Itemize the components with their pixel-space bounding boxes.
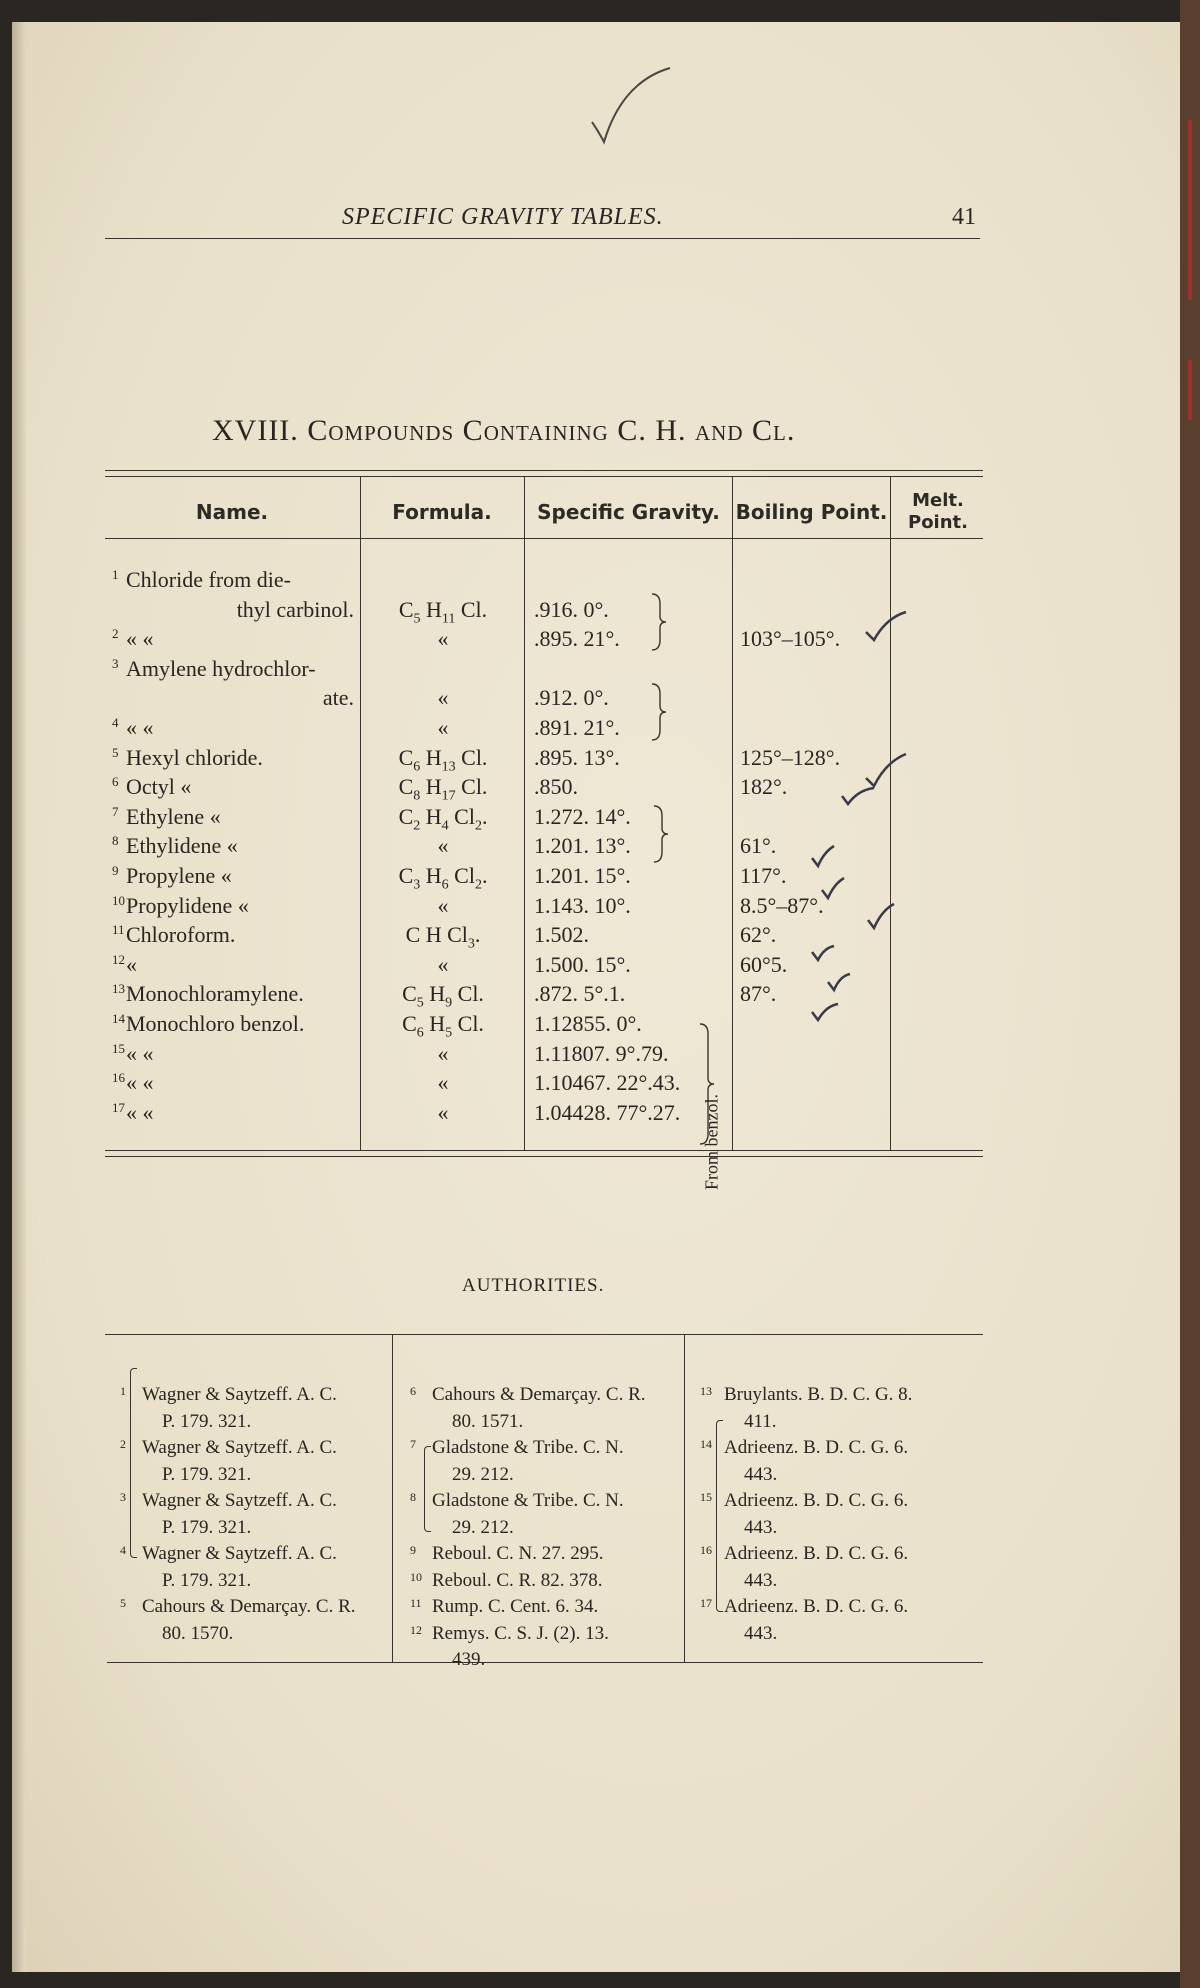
row-specific-gravity: 1.201. 15°. (534, 863, 631, 888)
header-formula: Formula. (392, 500, 492, 524)
row-formula: $C_5$ $H_{11}$ Cl. (398, 596, 488, 626)
reference-number: 6 (410, 1384, 416, 1398)
row-boiling-point: 87°. (740, 981, 777, 1007)
reference-line: Cahours & Demarçay. C. R. (432, 1384, 646, 1405)
bracket-refs-1-4 (130, 1368, 137, 1558)
reference-line: Wagner & Saytzeff. A. C. (142, 1490, 337, 1511)
reference-line: Wagner & Saytzeff. A. C. (142, 1437, 337, 1458)
pencil-check-row-13 (808, 1000, 842, 1024)
row-boiling-point: 117°. (740, 863, 787, 888)
reference-line: 80. 1570. (162, 1622, 234, 1644)
reference-number: 13 (700, 1384, 712, 1398)
running-title: SPECIFIC GRAVITY TABLES. (342, 204, 664, 230)
from-benzol-note: From benzol. (701, 1094, 722, 1190)
table-bottom-rule (105, 1150, 983, 1151)
row-number: 15 (112, 1040, 125, 1056)
reference-line: 443. (744, 1622, 778, 1644)
reference-line: P. 179. 321. (162, 1516, 252, 1538)
reference-line: Wagner & Saytzeff. A. C. (142, 1384, 337, 1405)
row-boiling-point: 60°5. (740, 951, 788, 977)
reference-number: 2 (120, 1437, 126, 1451)
row-number: 5 (112, 744, 119, 760)
authorities-top-rule (105, 1334, 983, 1335)
header-rule (105, 238, 980, 239)
pencil-check-row-9 (818, 876, 848, 902)
reference-line: Reboul. C. N. 27. 295. (432, 1543, 604, 1564)
col-divider-2 (524, 476, 525, 1150)
row-boiling-point: 61°. (740, 833, 777, 859)
row-specific-gravity: .872. 5°.1. (534, 981, 626, 1007)
section-heading: Compounds Containing C. H. and Cl. (307, 414, 796, 447)
reference-line: Adrieenz. B. D. C. G. 6. (724, 1596, 909, 1617)
row-formula: $C_6$ $H_{13}$ Cl. (398, 744, 488, 774)
header-name: Name. (195, 500, 269, 524)
reference-line: Bruylants. B. D. C. G. 8. (724, 1384, 913, 1405)
row-specific-gravity: .895. 13°. (534, 744, 620, 770)
row-name: Propylidene « (126, 892, 249, 918)
row-formula: C H $Cl_3$. (405, 922, 481, 952)
table-top-rule (105, 470, 983, 471)
brace-rows-1-2 (650, 592, 670, 652)
reference-number: 4 (120, 1543, 126, 1557)
reference-number: 5 (120, 1596, 126, 1610)
row-name: Chloride from die- (126, 567, 291, 592)
row-formula: « (437, 626, 449, 652)
row-formula: « (437, 892, 449, 918)
row-formula: « (437, 833, 449, 859)
reference-number: 9 (410, 1543, 416, 1557)
row-specific-gravity: .891. 21°. (534, 715, 620, 740)
reference-line: Gladstone & Tribe. C. N. (432, 1490, 624, 1511)
row-number: 2 (112, 626, 119, 642)
row-number: 12 (112, 951, 125, 967)
reference-number: 12 (410, 1622, 422, 1637)
bracket-refs-14-17 (716, 1420, 723, 1612)
reference-line: Adrieenz. B. D. C. G. 6. (724, 1543, 909, 1564)
reference-line: 439. (452, 1649, 486, 1670)
row-name: ate. (322, 685, 354, 711)
row-specific-gravity: 1.502. (534, 922, 589, 948)
header-boiling-point: Boiling Point. (735, 500, 888, 524)
row-name: Propylene « (126, 863, 232, 888)
row-number: 1 (112, 567, 119, 582)
row-name: « (126, 951, 137, 977)
section-roman: XVIII. (212, 414, 299, 447)
reference-line: 443. (744, 1516, 778, 1538)
row-formula: « (437, 1099, 449, 1125)
pencil-check-mark (552, 42, 682, 152)
reference-line: Adrieenz. B. D. C. G. 6. (724, 1490, 909, 1511)
row-name: Hexyl chloride. (126, 744, 263, 770)
row-specific-gravity: 1.12855. 0°. (534, 1011, 642, 1036)
row-number: 16 (112, 1070, 125, 1086)
page-number: 41 (952, 204, 976, 230)
reference-number: 11 (410, 1596, 422, 1610)
row-number: 10 (112, 892, 125, 908)
reference-line: P. 179. 321. (162, 1463, 252, 1485)
row-number: 3 (112, 655, 119, 671)
reference-number: 7 (410, 1437, 416, 1451)
table-top-rule-2 (105, 476, 983, 477)
reference-number: 8 (410, 1490, 416, 1504)
row-formula: « (437, 1070, 449, 1096)
authorities-bottom-rule (107, 1662, 983, 1663)
row-name: « « (126, 1040, 154, 1066)
row-specific-gravity: .916. 0°. (534, 596, 609, 622)
row-name: Amylene hydrochlor- (126, 655, 316, 681)
row-boiling-point: 62°. (740, 922, 777, 948)
reference-number: 1 (120, 1384, 126, 1398)
row-number: 17 (112, 1099, 125, 1115)
authorities-heading: AUTHORITIES. (462, 1275, 605, 1296)
row-name: Monochloramylene. (126, 981, 304, 1007)
reference-number: 3 (120, 1490, 126, 1504)
authorities-divider-1 (392, 1334, 393, 1662)
book-page (12, 22, 1180, 1972)
row-name: Chloroform. (126, 922, 236, 948)
reference-line: 411. (744, 1410, 777, 1432)
reference-line: 80. 1571. (452, 1410, 524, 1432)
row-specific-gravity: 1.201. 13°. (534, 833, 631, 859)
row-number: 4 (112, 715, 119, 730)
row-boiling-point: 182°. (740, 774, 788, 800)
row-specific-gravity: 1.272. 14°. (534, 803, 631, 829)
pencil-check-row-10 (864, 902, 898, 932)
row-formula: $C_6$ $H_5$ Cl. (402, 1011, 484, 1041)
reference-line: 29. 212. (452, 1463, 514, 1485)
reference-number: 10 (410, 1569, 422, 1584)
reference-line: Reboul. C. R. 82. 378. (432, 1569, 603, 1591)
row-specific-gravity: .850. (534, 774, 578, 800)
row-number: 14 (112, 1011, 125, 1026)
row-formula: $C_8$ $H_{17}$ Cl. (398, 774, 488, 804)
row-specific-gravity: 1.11807. 9°.79. (534, 1040, 669, 1066)
pencil-check-row-2 (862, 610, 912, 646)
row-specific-gravity: .912. 0°. (534, 685, 609, 711)
pencil-check-row-12 (824, 970, 854, 994)
row-name: « « (126, 1099, 154, 1125)
section-title (212, 414, 795, 448)
header-melting-point-1: Melt. (912, 490, 964, 511)
brace-rows-3-4 (650, 682, 670, 742)
row-name: Ethylidene « (126, 833, 238, 859)
row-number: 9 (112, 863, 119, 878)
bracket-refs-7-8 (424, 1446, 431, 1532)
row-specific-gravity: .895. 21°. (534, 626, 620, 652)
row-formula: $C_3$ $H_6$ $Cl_2$. (398, 863, 488, 893)
row-number: 6 (112, 774, 119, 790)
row-name: Monochloro benzol. (126, 1011, 305, 1036)
row-name: Ethylene « (126, 803, 221, 829)
row-formula: « (437, 685, 449, 711)
col-divider-3 (732, 476, 733, 1150)
reference-line: Rump. C. Cent. 6. 34. (432, 1596, 599, 1617)
row-name: « « (126, 626, 154, 652)
row-name: thyl carbinol. (236, 596, 354, 622)
row-formula: « (437, 951, 449, 977)
authorities-divider-2 (684, 1334, 685, 1662)
row-formula: $C_2$ $H_4$ $Cl_2$. (398, 803, 488, 834)
row-formula: « (437, 715, 449, 740)
pencil-check-row-8 (808, 844, 838, 870)
pencil-check-row-6 (838, 784, 878, 808)
reference-line: Remys. C. S. J. (2). 13. (432, 1622, 609, 1644)
brace-rows-7-8 (652, 804, 672, 864)
row-name: Octyl « (126, 774, 192, 800)
header-specific-gravity: Specific Gravity. (537, 500, 720, 524)
row-name: « « (126, 715, 154, 740)
row-formula: $C_5$ $H_9$ Cl. (402, 981, 484, 1011)
row-number: 13 (112, 981, 125, 997)
reference-line: P. 179. 321. (162, 1569, 252, 1591)
reference-line: 443. (744, 1569, 778, 1591)
row-number: 8 (112, 833, 119, 849)
book-edge (1180, 0, 1200, 1988)
row-boiling-point: 8.5°–87°. (740, 892, 824, 918)
reference-line: 29. 212. (452, 1516, 514, 1538)
row-specific-gravity: 1.10467. 22°.43. (534, 1070, 681, 1096)
reference-line: Wagner & Saytzeff. A. C. (142, 1543, 337, 1564)
reference-line: Cahours & Demarçay. C. R. (142, 1596, 356, 1617)
row-formula: « (437, 1040, 449, 1066)
row-boiling-point: 125°–128°. (740, 744, 841, 770)
row-number: 11 (112, 922, 125, 938)
row-number: 7 (112, 803, 119, 819)
reference-line: Adrieenz. B. D. C. G. 6. (724, 1437, 909, 1458)
row-specific-gravity: 1.04428. 77°.27. (534, 1099, 681, 1125)
reference-line: 443. (744, 1463, 778, 1485)
row-boiling-point: 103°–105°. (740, 626, 841, 652)
table-header-rule (105, 538, 983, 539)
reference-number: 15 (700, 1490, 712, 1504)
row-specific-gravity: 1.143. 10°. (534, 892, 631, 918)
pencil-check-row-11 (808, 942, 838, 964)
reference-number: 14 (700, 1437, 712, 1451)
row-specific-gravity: 1.500. 15°. (534, 951, 631, 977)
row-name: « « (126, 1070, 154, 1096)
reference-number: 17 (700, 1596, 712, 1610)
page-binding (12, 22, 26, 1972)
header-melting-point-2: Point. (908, 512, 968, 533)
col-divider-1 (360, 476, 361, 1150)
table-bottom-rule-2 (105, 1156, 983, 1157)
col-divider-4 (890, 476, 891, 1150)
reference-line: P. 179. 321. (162, 1410, 252, 1432)
reference-line: Gladstone & Tribe. C. N. (432, 1437, 624, 1458)
reference-number: 16 (700, 1543, 712, 1557)
